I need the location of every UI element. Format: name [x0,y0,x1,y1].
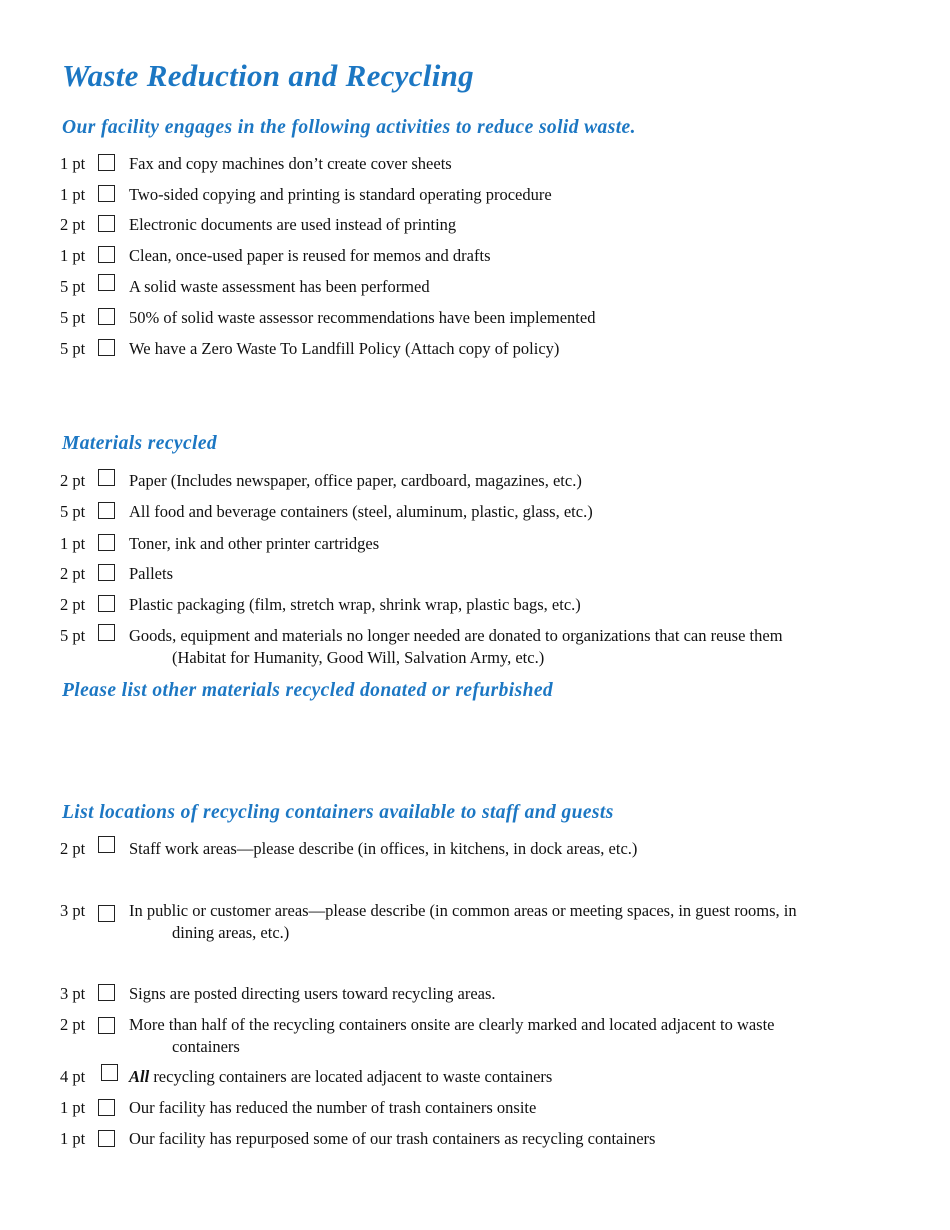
item-text: All food and beverage containers (steel, aluminum, plastic, glass, etc.) [129,502,593,521]
points-label: 3 pt [60,984,86,1003]
item-text: Pallets [129,564,173,583]
checkbox[interactable] [98,984,115,1001]
item-text: Paper (Includes newspaper, office paper, cardboard, magazines, etc.) [129,471,582,490]
item-text [129,625,889,669]
points-label: 2 pt [60,839,86,858]
item-text: 50% of solid waste assessor recommendations have been implemented [129,308,596,327]
item-text-continuation: containers [172,1037,240,1056]
checkbox[interactable] [98,564,115,581]
other-materials-heading: Please list other materials recycled donated or refurbished [62,680,554,701]
item-text: Toner, ink and other printer cartridges [129,534,380,553]
checkbox[interactable] [101,1064,118,1081]
item-text-line: Goods, equipment and materials no longer needed are donated to organizations that can reuse them [129,626,783,645]
item-text [129,900,889,944]
checkbox[interactable] [98,905,115,922]
points-label: 3 pt [60,901,86,920]
points-label: 2 pt [60,471,86,490]
checkbox[interactable] [98,274,115,291]
checkbox[interactable] [98,836,115,853]
checkbox[interactable] [98,308,115,325]
checkbox[interactable] [98,469,115,486]
item-text: We have a Zero Waste To Landfill Policy (Attach copy of policy) [129,339,560,358]
item-text-continuation: dining areas, etc.) [172,923,290,942]
item-text: Our facility has reduced the number of trash containers onsite [129,1098,537,1117]
item-text-line: More than half of the recycling containers onsite are clearly marked and located adjacent to waste [129,1015,775,1034]
item-text: Plastic packaging (film, stretch wrap, shrink wrap, plastic bags, etc.) [129,595,581,614]
points-label: 4 pt [60,1067,86,1086]
points-label: 1 pt [60,246,86,265]
points-label: 5 pt [60,502,86,521]
points-label: 5 pt [60,626,86,645]
checkbox[interactable] [98,185,115,202]
checkbox[interactable] [98,154,115,171]
checkbox[interactable] [98,339,115,356]
item-text [129,1066,849,1088]
checkbox[interactable] [98,534,115,551]
item-text-line: recycling containers are located adjacent to waste containers [149,1067,553,1086]
points-label: 1 pt [60,1129,86,1148]
item-text-line: In public or customer areas—please describe (in common areas or meeting spaces, in guest rooms, in [129,901,797,920]
checkbox[interactable] [98,1099,115,1116]
points-label: 2 pt [60,595,86,614]
item-text: Electronic documents are used instead of printing [129,215,457,234]
points-label: 2 pt [60,564,86,583]
page-title: Waste Reduction and Recycling [62,58,474,93]
item-text: Our facility has repurposed some of our trash containers as recycling containers [129,1129,656,1148]
points-label: 5 pt [60,277,86,296]
points-label: 1 pt [60,185,86,204]
checkbox[interactable] [98,1017,115,1034]
item-text: A solid waste assessment has been performed [129,277,430,296]
item-text [129,1014,889,1058]
activities-heading: Our facility engages in the following activities to reduce solid waste. [62,117,636,138]
locations-heading: List locations of recycling containers available to staff and guests [62,802,614,823]
checkbox[interactable] [98,1130,115,1147]
item-text-emphasis: All [129,1067,150,1086]
item-text: Clean, once-used paper is reused for memos and drafts [129,246,491,265]
checkbox[interactable] [98,246,115,263]
item-text-continuation: (Habitat for Humanity, Good Will, Salvation Army, etc.) [172,648,545,667]
points-label: 1 pt [60,534,86,553]
item-text: Signs are posted directing users toward recycling areas. [129,984,496,1003]
checkbox[interactable] [98,502,115,519]
points-label: 2 pt [60,1015,86,1034]
points-label: 2 pt [60,215,86,234]
checkbox[interactable] [98,595,115,612]
points-label: 1 pt [60,1098,86,1117]
materials-heading: Materials recycled [62,433,218,454]
points-label: 5 pt [60,308,86,327]
points-label: 5 pt [60,339,86,358]
points-label: 1 pt [60,154,86,173]
checkbox[interactable] [98,624,115,641]
item-text: Staff work areas—please describe (in offices, in kitchens, in dock areas, etc.) [129,839,638,858]
checkbox[interactable] [98,215,115,232]
item-text: Fax and copy machines don’t create cover sheets [129,154,452,173]
item-text: Two-sided copying and printing is standard operating procedure [129,185,552,204]
